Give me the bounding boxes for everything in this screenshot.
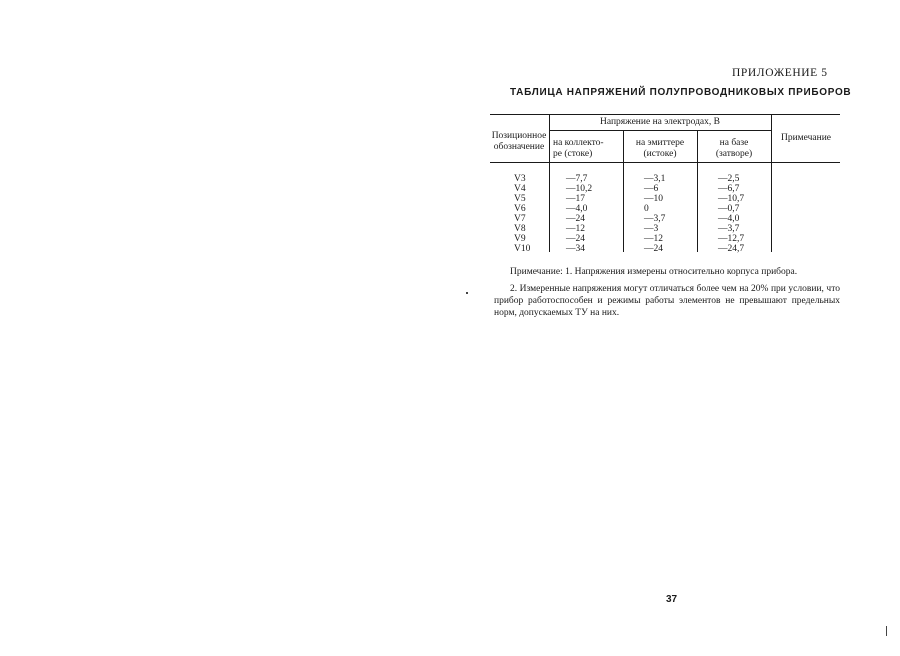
emitter-column [644,174,694,254]
table-cell-base: —2,5 [718,174,740,184]
table-cell-base: —12,7 [718,234,745,244]
table-cell-emitter: —3,7 [644,214,666,224]
header-note: Примечание [780,133,832,143]
base-column [718,174,768,254]
table-row-position: V10 [514,244,531,254]
header-emitter-line1: на эмиттере [635,138,685,148]
table-cell-base: —4,0 [718,214,740,224]
table-row-position: V6 [514,204,526,214]
table-cell-emitter: —6 [644,184,659,194]
scan-speck [466,292,468,294]
table-top-rule [490,114,840,115]
table-cell-base: —24,7 [718,244,745,254]
header-base [697,138,771,159]
collector-column [566,174,616,254]
table-cell-collector: —12 [566,224,585,234]
table-cell-emitter: —24 [644,244,663,254]
table-cell-collector: —34 [566,244,585,254]
table-row-position: V4 [514,184,526,194]
header-collector-line1: на коллекто- [553,138,604,148]
header-base-line1: на базе [719,138,749,148]
note-1: Примечание: 1. Напряжения измерены относительно корпуса прибора. [510,267,798,277]
header-bottom-rule [490,162,840,163]
header-emitter [623,138,697,159]
table-cell-base: —10,7 [718,194,745,204]
header-position-line2: обозначение [493,141,545,152]
header-voltage-group: Напряжение на электродах, В [600,117,720,127]
header-position-line1: Позиционное [491,131,547,141]
table-cell-collector: —24 [566,214,585,224]
header-collector [549,138,627,159]
table-row-position: V9 [514,234,526,244]
scan-speck [886,626,887,636]
header-base-line2: (затворе) [715,148,753,159]
table-cell-collector: —10,2 [566,184,593,194]
table-cell-emitter: —10 [644,194,663,204]
table-row-position: V8 [514,224,526,234]
header-collector-line2: ре (стоке) [553,148,593,159]
group-header-rule [549,130,771,131]
header-emitter-line2: (истоке) [643,148,677,159]
page-number: 37 [666,594,678,605]
table-cell-emitter: —12 [644,234,663,244]
table-row-position: V3 [514,174,526,184]
table-cell-base: —3,7 [718,224,740,234]
table-cell-base: —0,7 [718,204,740,214]
table-cell-base: —6,7 [718,184,740,194]
table-title: ТАБЛИЦА НАПРЯЖЕНИЙ ПОЛУПРОВОДНИКОВЫХ ПРИБОРОВ [510,87,852,98]
table-row-position: V5 [514,194,526,204]
table-cell-collector: —17 [566,194,585,204]
appendix-label: ПРИЛОЖЕНИЕ 5 [732,67,828,79]
table-cell-emitter: —3,1 [644,174,666,184]
table-cell-collector: —24 [566,234,585,244]
position-column [514,174,534,254]
table-cell-emitter: 0 [644,204,649,214]
note-2: 2. Измеренные напряжения могут отличаться более чем на 20% при условии, что прибор работоспособен и режимы работы элементов не превышают предельных норм, допускаемых ТУ на них. [494,284,840,318]
table-cell-collector: —7,7 [566,174,588,184]
header-position [488,131,550,152]
table-cell-emitter: —3 [644,224,659,234]
table-row-position: V7 [514,214,526,224]
table-cell-collector: —4,0 [566,204,588,214]
